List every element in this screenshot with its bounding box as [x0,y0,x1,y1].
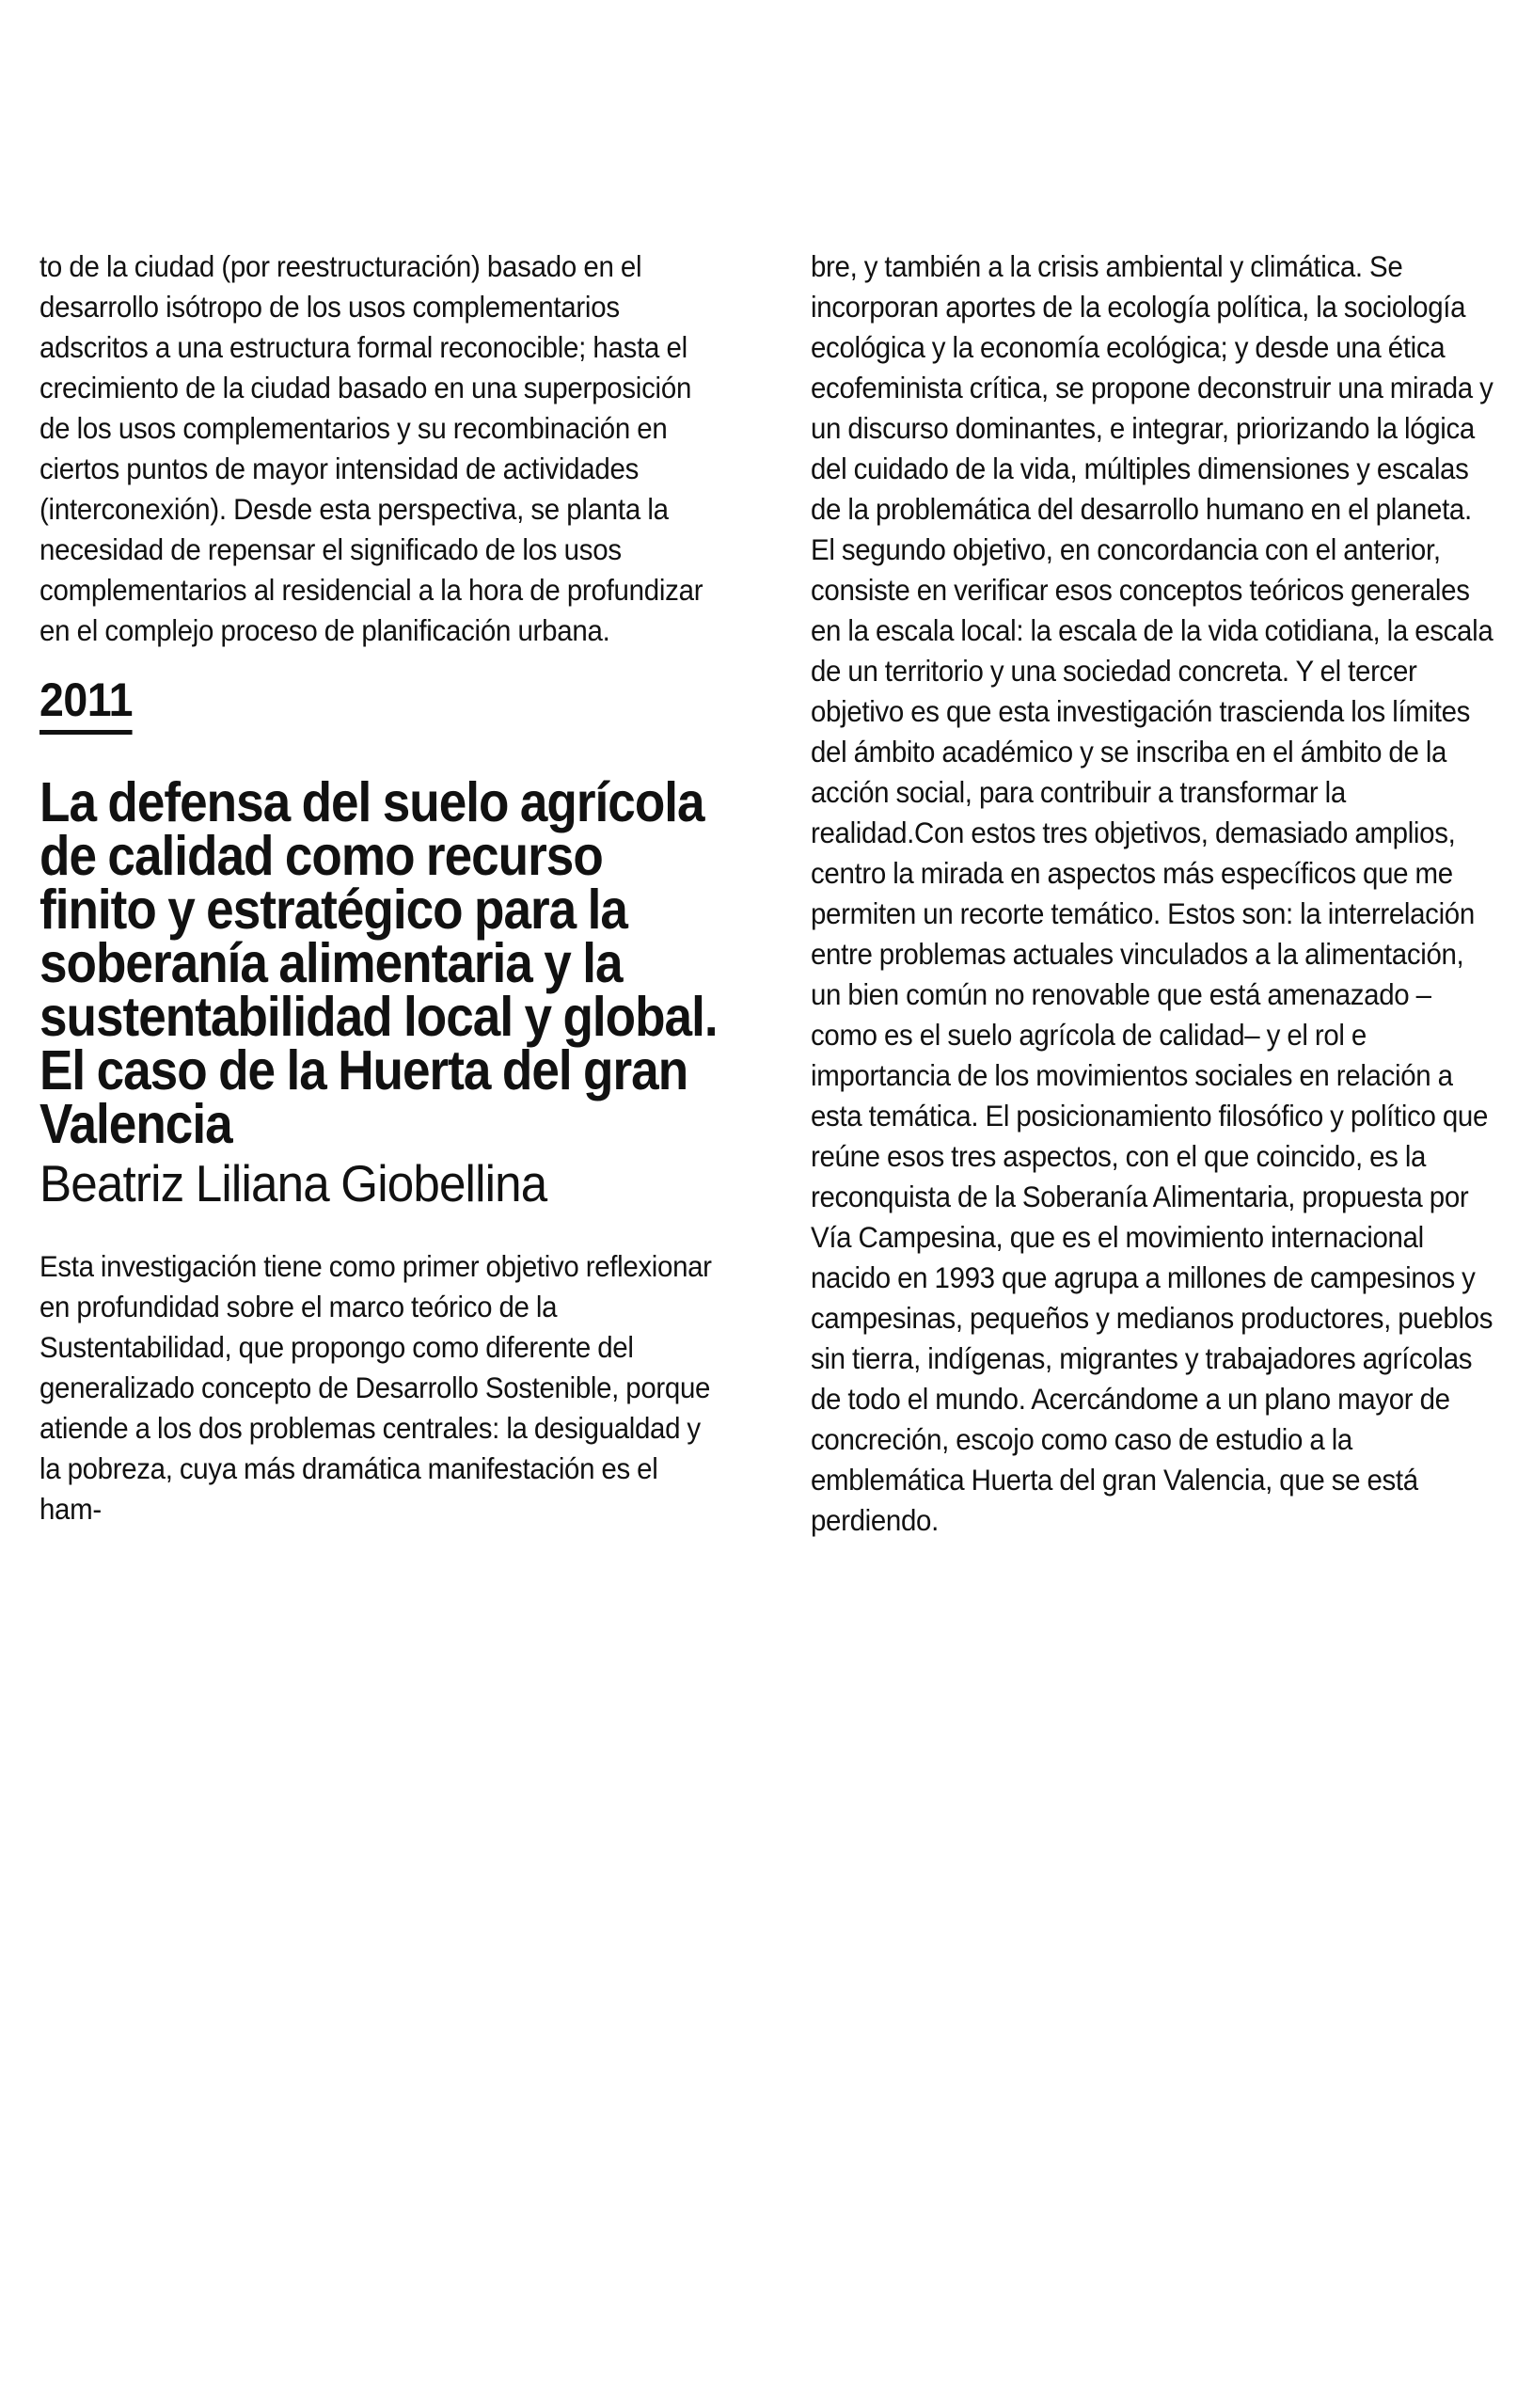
abstract-paragraph-part-2: bre, y también a la crisis ambiental y climática. Se incorporan aportes de la ecología política, la sociología ecológica y la economía ecológica; y desde una ética ecofeminista crítica, se propone deconstruir una mirada y un discurso dominantes, e integrar, priorizando la lógica del cuidado de la vida, múltiples dimensiones y escalas de la problemática del desarrollo humano en el planeta. El segundo objetivo, en concordancia con el anterior, consiste en verificar esos conceptos teóricos generales en la escala local: la escala de la vida cotidiana, la escala de un territorio y una sociedad concreta. Y el tercer objetivo es que esta investigación trascienda los límites del ámbito académico y se inscriba en el ámbito de la acción social, para contribuir a transformar la realidad.Con estos tres objetivos, demasiado amplios, centro la mirada en aspectos más específicos que me permiten un recorte temático. Estos son: la interrelación entre problemas actuales vinculados a la alimentación, un bien común no renovable que está amenazado –como es el suelo agrícola de calidad– y el rol e importancia de los movimientos sociales en relación a esta temática. El posicionamiento filosófico y político que reúne esos tres aspectos, con el que coincido, es la reconquista de la Soberanía Alimentaria, propuesta por Vía Campesina, que es el movimiento internacional nacido en 1993 que agrupa a millones de campesinos y campesinas, pequeños y medianos productores, pueblos sin tierra, indígenas, migrantes y trabajadores agrícolas de todo el mundo. Acercándome a un plano mayor de concreción, escojo como caso de estudio a la emblemática Huerta del gran Valencia, que se está perdiendo. [811,249,1493,1537]
article-title: La defensa del suelo agrícola de calidad como recurso finito y estratégico para la soberanía alimentaria y la sustentabilidad local y global. El caso de la Huerta del gran Valencia [40,771,718,1155]
year-heading-wrapper [40,673,726,735]
right-column [811,246,1497,1541]
year-heading: 2011 [40,673,133,735]
article-author: Beatriz Liliana Giobellina [40,1154,547,1212]
continued-paragraph: to de la ciudad (por reestructuración) basado en el desarrollo isótropo de los usos complementarios adscritos a una estructura formal reconocible; hasta el crecimiento de la ciudad basado en una superposición de los usos complementarios y su recombinación en ciertos puntos de mayor intensidad de actividades (interconexión). Desde esta perspectiva, se planta la necesidad de repensar el significado de los usos complementarios al residencial a la hora de profundizar en el complejo proceso de planificación urbana. [40,249,703,647]
left-column [40,246,726,1529]
abstract-paragraph-part-1: Esta investigación tiene como primer objetivo reflexionar en profundidad sobre el marco teórico de la Sustentabilidad, que propongo como diferente del generalizado concepto de Desarrollo Sostenible, porque atiende a los dos problemas centrales: la desigualdad y la pobreza, cuya más dramática manifestación es el ham- [40,1249,712,1526]
two-column-layout [40,246,1495,1541]
